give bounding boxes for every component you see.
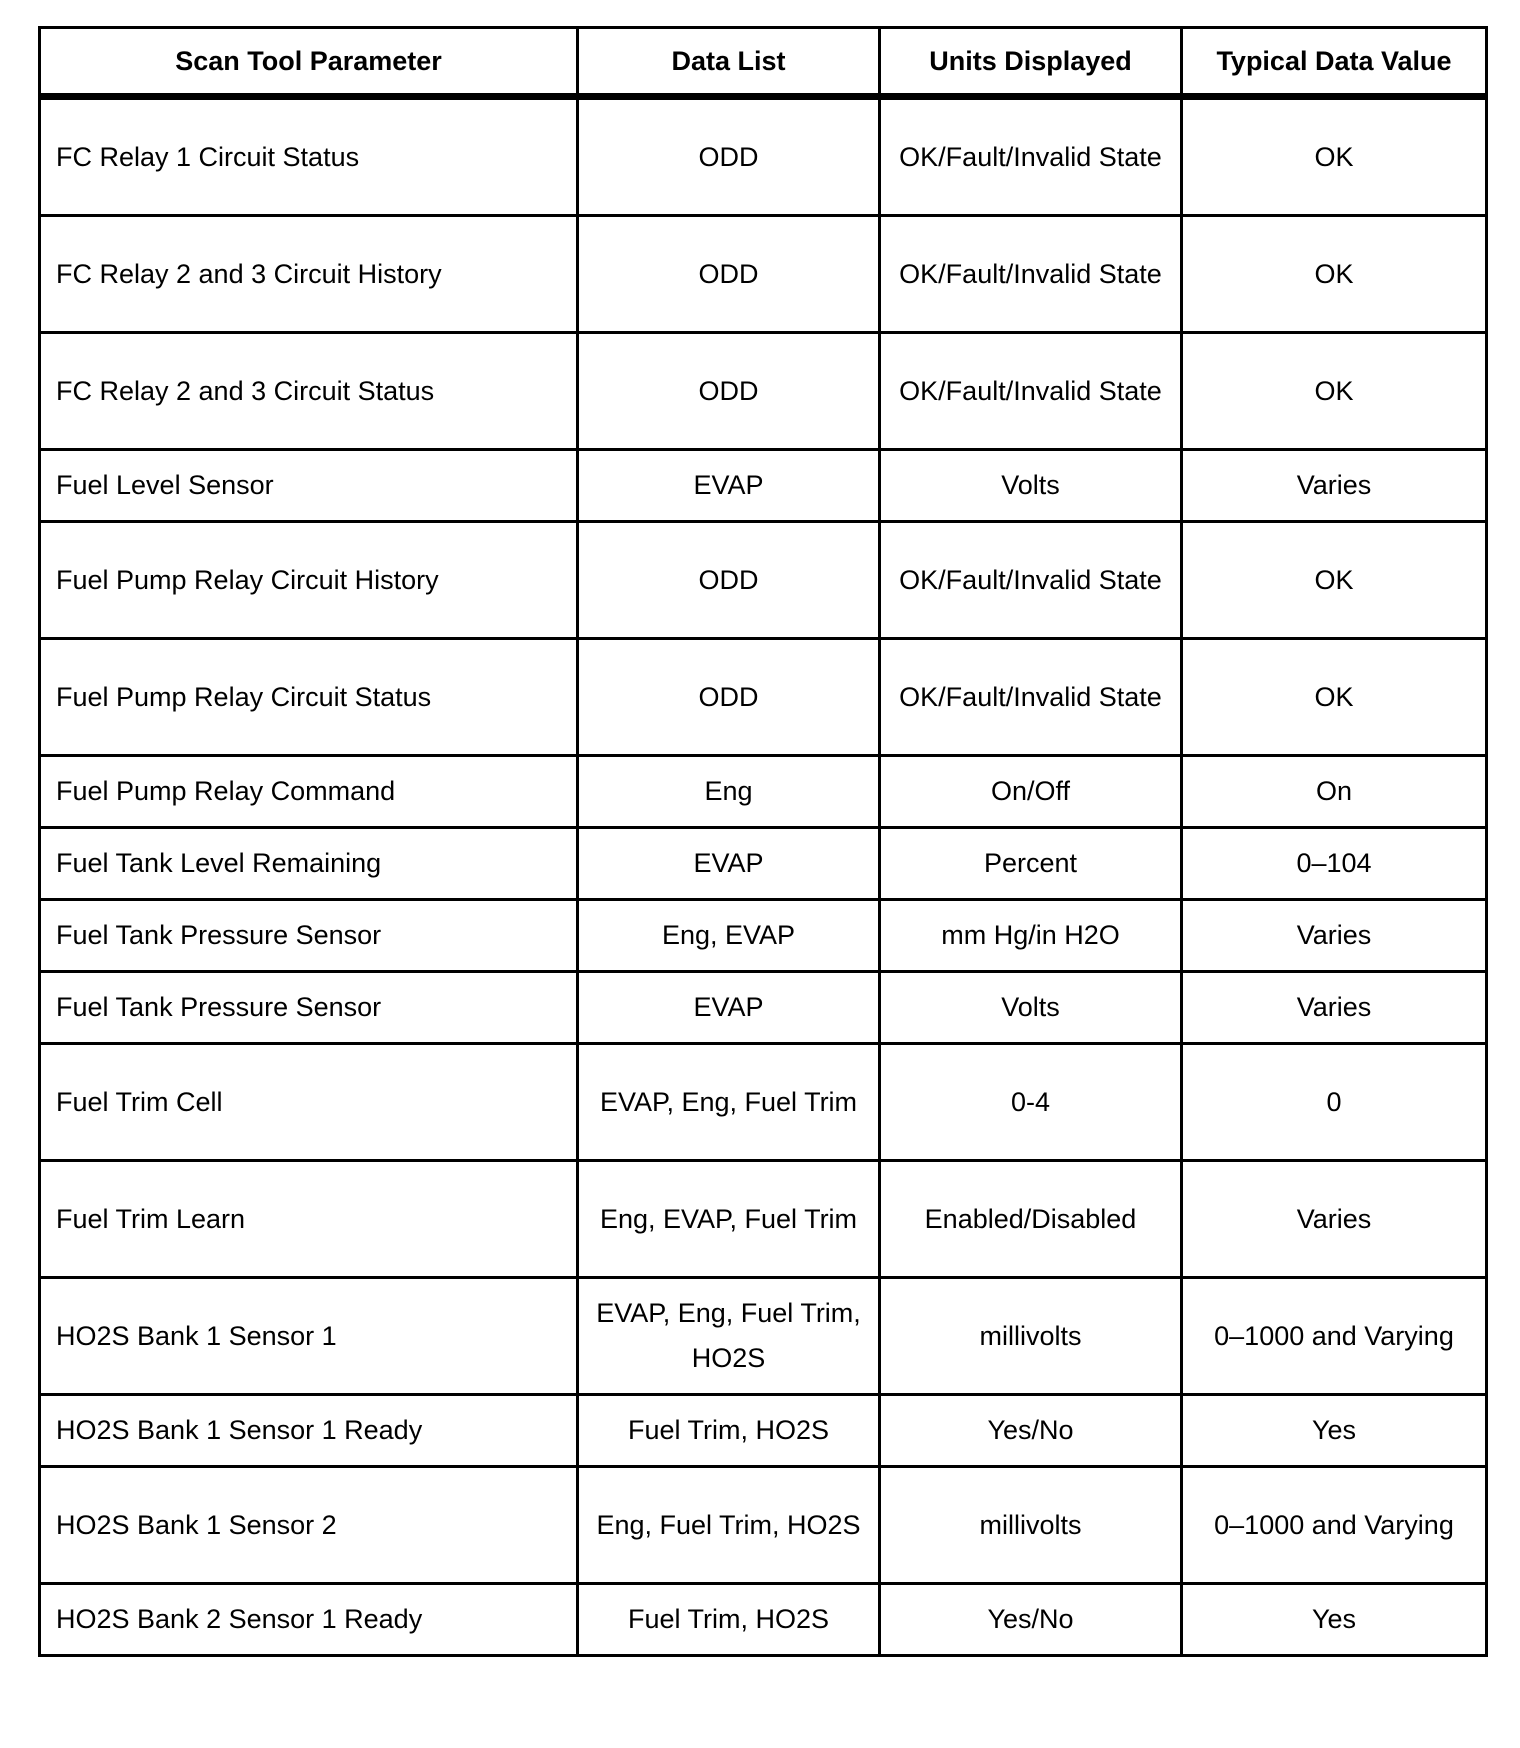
cell-typical-value: Varies <box>1182 900 1487 972</box>
cell-data-list: EVAP <box>578 972 880 1044</box>
table-row <box>40 522 1487 639</box>
cell-data-list: Eng, Fuel Trim, HO2S <box>578 1467 880 1584</box>
cell-data-list: Eng, EVAP, Fuel Trim <box>578 1161 880 1278</box>
cell-units: Percent <box>880 828 1182 900</box>
cell-parameter: FC Relay 2 and 3 Circuit History <box>40 216 578 333</box>
cell-units: OK/Fault/Invalid State <box>880 97 1182 216</box>
cell-parameter: HO2S Bank 2 Sensor 1 Ready <box>40 1584 578 1656</box>
table-row <box>40 1467 1487 1584</box>
table-row <box>40 450 1487 522</box>
cell-parameter: Fuel Level Sensor <box>40 450 578 522</box>
cell-units: mm Hg/in H2O <box>880 900 1182 972</box>
cell-units: On/Off <box>880 756 1182 828</box>
header-row <box>40 28 1487 97</box>
cell-typical-value: 0–1000 and Varying <box>1182 1467 1487 1584</box>
header-units-displayed: Units Displayed <box>880 28 1182 97</box>
cell-parameter: Fuel Pump Relay Command <box>40 756 578 828</box>
table-row <box>40 216 1487 333</box>
cell-units: OK/Fault/Invalid State <box>880 333 1182 450</box>
cell-units: 0-4 <box>880 1044 1182 1161</box>
table-row <box>40 1044 1487 1161</box>
cell-data-list: Eng, EVAP <box>578 900 880 972</box>
cell-units: Volts <box>880 972 1182 1044</box>
cell-units: Enabled/Disabled <box>880 1161 1182 1278</box>
cell-units: OK/Fault/Invalid State <box>880 522 1182 639</box>
header-data-list: Data List <box>578 28 880 97</box>
cell-typical-value: OK <box>1182 522 1487 639</box>
cell-data-list: Fuel Trim, HO2S <box>578 1395 880 1467</box>
cell-data-list: Fuel Trim, HO2S <box>578 1584 880 1656</box>
cell-parameter: HO2S Bank 1 Sensor 1 <box>40 1278 578 1395</box>
cell-typical-value: Varies <box>1182 1161 1487 1278</box>
table-row <box>40 1584 1487 1656</box>
cell-parameter: Fuel Tank Pressure Sensor <box>40 900 578 972</box>
cell-parameter: HO2S Bank 1 Sensor 1 Ready <box>40 1395 578 1467</box>
cell-typical-value: 0–104 <box>1182 828 1487 900</box>
cell-typical-value: 0 <box>1182 1044 1487 1161</box>
cell-data-list: ODD <box>578 333 880 450</box>
cell-typical-value: OK <box>1182 639 1487 756</box>
cell-typical-value: Varies <box>1182 972 1487 1044</box>
cell-units: OK/Fault/Invalid State <box>880 216 1182 333</box>
cell-parameter: Fuel Tank Level Remaining <box>40 828 578 900</box>
cell-units: millivolts <box>880 1467 1182 1584</box>
cell-units: Yes/No <box>880 1584 1182 1656</box>
table-row <box>40 828 1487 900</box>
cell-parameter: Fuel Tank Pressure Sensor <box>40 972 578 1044</box>
cell-typical-value: Varies <box>1182 450 1487 522</box>
cell-data-list: EVAP, Eng, Fuel Trim, HO2S <box>578 1278 880 1395</box>
cell-data-list: ODD <box>578 522 880 639</box>
table-row <box>40 972 1487 1044</box>
cell-data-list: Eng <box>578 756 880 828</box>
cell-units: Volts <box>880 450 1182 522</box>
scan-tool-data-table <box>38 26 1488 1657</box>
header-scan-tool-parameter: Scan Tool Parameter <box>40 28 578 97</box>
table-header <box>40 28 1487 97</box>
cell-parameter: FC Relay 2 and 3 Circuit Status <box>40 333 578 450</box>
cell-parameter: Fuel Trim Cell <box>40 1044 578 1161</box>
cell-data-list: EVAP, Eng, Fuel Trim <box>578 1044 880 1161</box>
cell-parameter: Fuel Pump Relay Circuit History <box>40 522 578 639</box>
table-row <box>40 639 1487 756</box>
cell-typical-value: 0–1000 and Varying <box>1182 1278 1487 1395</box>
cell-data-list: ODD <box>578 216 880 333</box>
table-row <box>40 756 1487 828</box>
table-row <box>40 1161 1487 1278</box>
cell-data-list: EVAP <box>578 828 880 900</box>
cell-typical-value: Yes <box>1182 1395 1487 1467</box>
table-row <box>40 97 1487 216</box>
cell-parameter: FC Relay 1 Circuit Status <box>40 97 578 216</box>
table-row <box>40 1395 1487 1467</box>
cell-typical-value: OK <box>1182 216 1487 333</box>
cell-parameter: Fuel Trim Learn <box>40 1161 578 1278</box>
table-row <box>40 1278 1487 1395</box>
cell-parameter: Fuel Pump Relay Circuit Status <box>40 639 578 756</box>
cell-units: Yes/No <box>880 1395 1182 1467</box>
cell-data-list: ODD <box>578 97 880 216</box>
cell-typical-value: OK <box>1182 333 1487 450</box>
cell-units: millivolts <box>880 1278 1182 1395</box>
cell-data-list: ODD <box>578 639 880 756</box>
cell-typical-value: Yes <box>1182 1584 1487 1656</box>
cell-typical-value: On <box>1182 756 1487 828</box>
cell-units: OK/Fault/Invalid State <box>880 639 1182 756</box>
header-typical-data-value: Typical Data Value <box>1182 28 1487 97</box>
table-row <box>40 333 1487 450</box>
table-row <box>40 900 1487 972</box>
cell-typical-value: OK <box>1182 97 1487 216</box>
cell-data-list: EVAP <box>578 450 880 522</box>
table-body <box>40 97 1487 1656</box>
cell-parameter: HO2S Bank 1 Sensor 2 <box>40 1467 578 1584</box>
